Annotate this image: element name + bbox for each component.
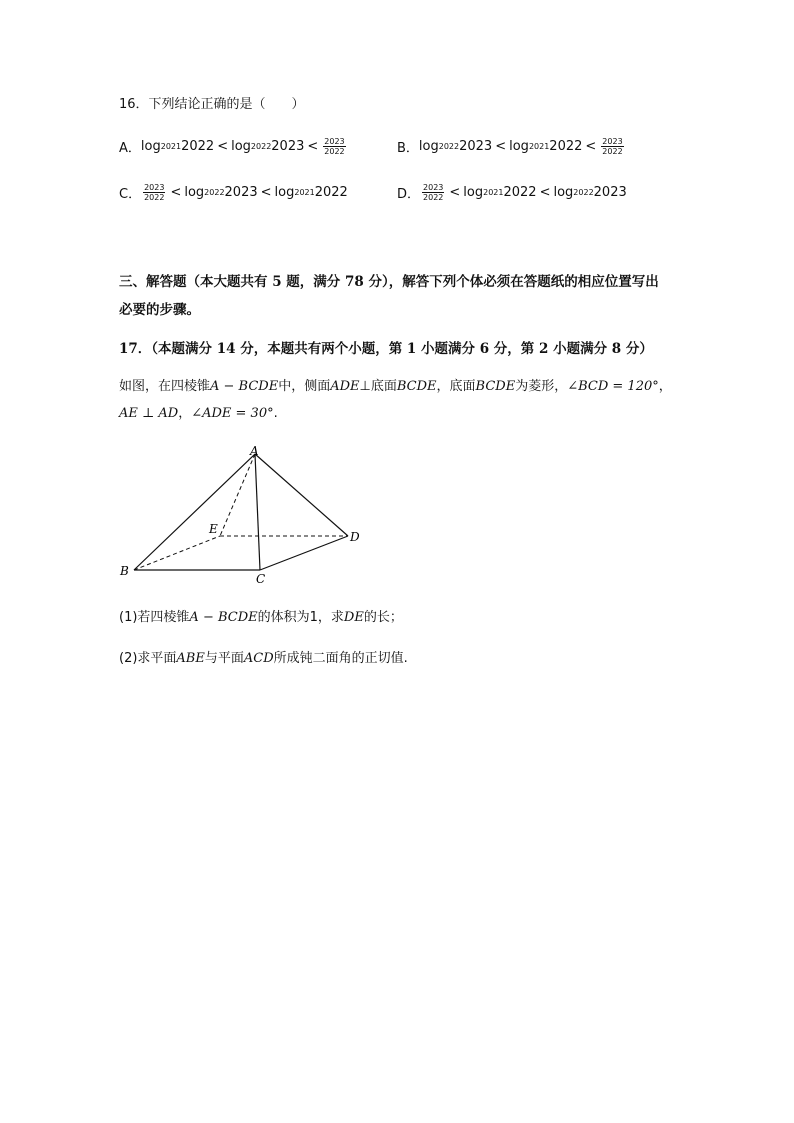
log-base: 2021 (483, 188, 504, 197)
pyramid-figure (110, 440, 370, 590)
log-arg: 2023 (459, 139, 493, 154)
log-base: 2021 (294, 188, 315, 197)
fraction (422, 183, 444, 202)
text: 所成钝二面角的正切值. (273, 651, 408, 666)
text: 中，侧面 (278, 379, 331, 394)
log-text: log (553, 185, 574, 200)
log-text: log (274, 185, 295, 200)
q17-description-line2 (119, 405, 278, 423)
q16-stem: 16．下列结论正确的是（ ） (119, 97, 305, 112)
relation: < (307, 139, 319, 154)
math: ∠ADE = 30° (191, 406, 274, 421)
math: ∠BCD = 120° (567, 379, 659, 394)
text: 为菱形， (515, 379, 568, 394)
option-letter: D． (397, 187, 421, 202)
relation: < (217, 139, 229, 154)
fraction-denominator: 2022 (602, 147, 623, 156)
text: . (273, 406, 278, 421)
q16-option-a (119, 137, 348, 156)
edge-ac (255, 454, 260, 570)
relation: < (260, 185, 272, 200)
fraction-numerator: 2023 (423, 183, 444, 192)
vertex-label-c: C (256, 572, 266, 586)
math: A − BCDE (210, 379, 279, 394)
log-base: 2021 (160, 142, 182, 151)
math: ACD (243, 651, 274, 666)
text: 如图，在四棱锥 (119, 379, 211, 394)
q17-part1 (119, 609, 403, 627)
log-text: log (418, 139, 439, 154)
log-arg: 2022 (549, 139, 583, 154)
relation: < (170, 185, 182, 200)
fraction-denominator: 2022 (144, 193, 165, 202)
math: ABE (176, 651, 205, 666)
option-letter: C． (119, 187, 142, 202)
relation: < (539, 185, 551, 200)
math: ADE (330, 379, 360, 394)
log-arg: 2022 (314, 185, 348, 200)
log-base: 2021 (528, 142, 550, 151)
log-text: log (140, 139, 161, 154)
vertex-label-a: A (250, 444, 259, 458)
option-letter: B． (397, 141, 419, 156)
fraction-denominator: 2022 (423, 193, 444, 202)
log-text: log (509, 139, 529, 154)
relation: < (585, 139, 597, 154)
log-base: 2022 (438, 142, 460, 151)
edge-ab (134, 454, 255, 570)
log-text: log (184, 185, 205, 200)
text: 的长； (363, 610, 403, 625)
vertex-label-b: B (120, 564, 129, 578)
math: AE ⊥ AD (119, 406, 179, 421)
log-text: log (463, 185, 484, 200)
option-letter: A． (119, 141, 141, 156)
q17-part2 (119, 650, 408, 668)
math: BCDE (396, 379, 437, 394)
relation: < (449, 185, 461, 200)
fraction (601, 137, 623, 156)
text: (2)求平面 (119, 651, 177, 666)
q16-option-c (119, 183, 348, 202)
q16-option-b (397, 137, 626, 156)
q17-title: 17．（本题满分 14 分，本题共有两个小题，第 1 小题满分 6 分，第 2 小题满分 8 分） (119, 341, 653, 357)
log-arg: 2022 (181, 139, 215, 154)
fraction-denominator: 2022 (324, 147, 345, 156)
log-arg: 2022 (503, 185, 537, 200)
log-arg: 2023 (224, 185, 258, 200)
fraction (323, 137, 345, 156)
fraction-numerator: 2023 (324, 137, 345, 146)
section-3-heading-line2: 必要的步骤。 (119, 302, 200, 318)
fraction-numerator: 2023 (144, 183, 165, 192)
edge-be-hidden (134, 536, 220, 570)
log-base: 2022 (250, 142, 272, 151)
edge-ae-hidden (220, 454, 255, 536)
math: BCDE (475, 379, 516, 394)
edge-ad (255, 454, 348, 536)
vertex-label-e: E (209, 522, 218, 536)
relation: < (495, 139, 507, 154)
text: ， (178, 406, 192, 421)
text: 的体积为1，求 (257, 610, 344, 625)
edge-cd (260, 536, 348, 570)
log-arg: 2023 (593, 185, 627, 200)
log-arg: 2023 (271, 139, 305, 154)
section-3-heading-line1: 三、解答题（本大题共有 5 题，满分 78 分），解答下列个体必须在答题纸的相应位置写出 (119, 274, 659, 290)
text: ，底面 (436, 379, 476, 394)
text: ⊥底面 (359, 379, 397, 394)
vertex-label-d: D (350, 530, 360, 544)
text: ， (658, 379, 672, 394)
math: DE (343, 610, 364, 625)
q16-option-d (397, 183, 627, 202)
fraction-numerator: 2023 (602, 137, 623, 146)
text: (1)若四棱锥 (119, 610, 190, 625)
log-text: log (231, 139, 251, 154)
log-base: 2022 (204, 188, 225, 197)
log-base: 2022 (573, 188, 594, 197)
q17-description-line1 (119, 378, 672, 396)
math: A − BCDE (189, 610, 258, 625)
text: 与平面 (204, 651, 244, 666)
fraction (143, 183, 165, 202)
